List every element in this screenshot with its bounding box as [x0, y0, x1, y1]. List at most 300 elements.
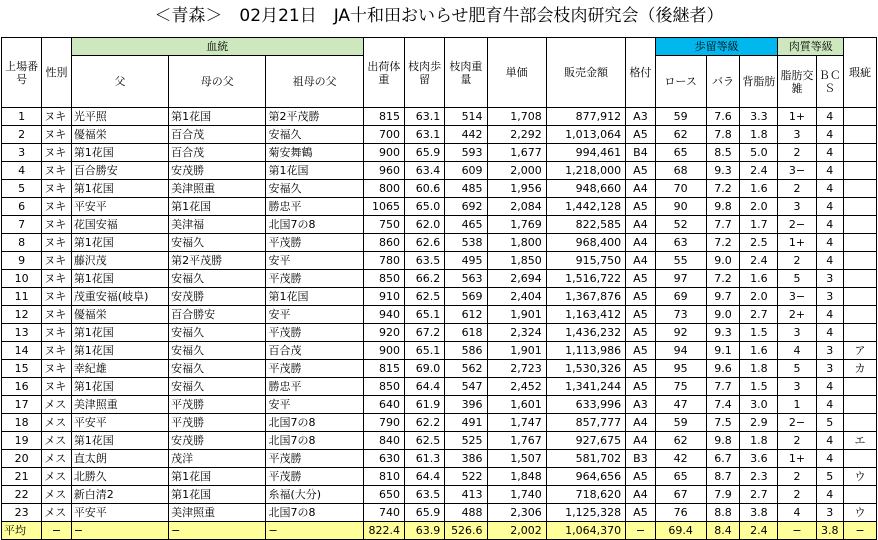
- table-cell: 安福久: [169, 360, 266, 378]
- average-cell: 2.4: [740, 522, 778, 540]
- table-cell: 692: [445, 198, 487, 216]
- table-row: [2, 324, 877, 342]
- table-cell: [844, 396, 877, 414]
- table-cell: [844, 126, 877, 144]
- table-cell: 1,125,328: [546, 504, 625, 522]
- table-cell: 優福栄: [71, 126, 168, 144]
- table-row: [2, 504, 877, 522]
- table-cell: 8.7: [706, 468, 740, 486]
- table-row: [2, 108, 877, 126]
- table-cell: 640: [363, 396, 404, 414]
- table-cell: 547: [445, 378, 487, 396]
- table-cell: 73: [655, 306, 706, 324]
- table-cell: 平茂勝: [266, 450, 363, 468]
- table-cell: 4: [816, 450, 844, 468]
- table-cell: 安平: [266, 306, 363, 324]
- table-cell: A4: [626, 432, 656, 450]
- table-cell: ヌキ: [42, 126, 72, 144]
- table-cell: [844, 180, 877, 198]
- table-cell: メス: [42, 504, 72, 522]
- table-cell: ヌキ: [42, 360, 72, 378]
- table-cell: 7.2: [706, 180, 740, 198]
- table-cell: 11: [2, 288, 42, 306]
- table-cell: 3: [816, 270, 844, 288]
- table-cell: 442: [445, 126, 487, 144]
- table-cell: ウ: [844, 468, 877, 486]
- table-cell: [844, 414, 877, 432]
- table-cell: 2,723: [487, 360, 546, 378]
- table-cell: 65.1: [405, 342, 445, 360]
- average-cell: −: [169, 522, 266, 540]
- table-cell: 平茂勝: [266, 270, 363, 288]
- table-cell: 850: [363, 270, 404, 288]
- header-no: 上場番号: [2, 38, 42, 108]
- table-cell: 465: [445, 216, 487, 234]
- table-cell: 7.2: [706, 270, 740, 288]
- table-cell: 百合勝安: [71, 162, 168, 180]
- table-cell: 百合茂: [169, 126, 266, 144]
- table-cell: 1.7: [740, 216, 778, 234]
- table-cell: 70: [655, 180, 706, 198]
- table-cell: 1.6: [740, 180, 778, 198]
- table-cell: 勝忠平: [266, 198, 363, 216]
- table-cell: 23: [2, 504, 42, 522]
- table-cell: 安福久: [266, 180, 363, 198]
- table-cell: 第1花国: [71, 432, 168, 450]
- table-cell: 1,442,128: [546, 198, 625, 216]
- table-cell: 63.1: [405, 108, 445, 126]
- table-cell: 55: [655, 252, 706, 270]
- table-cell: 4: [816, 198, 844, 216]
- table-cell: 4: [816, 108, 844, 126]
- table-cell: 948,660: [546, 180, 625, 198]
- table-cell: 北国7の8: [266, 414, 363, 432]
- table-cell: 2: [778, 432, 816, 450]
- table-cell: 3: [816, 342, 844, 360]
- table-cell: 美津照重: [169, 504, 266, 522]
- table-cell: 1,901: [487, 342, 546, 360]
- table-cell: [844, 108, 877, 126]
- table-cell: 百合茂: [266, 342, 363, 360]
- table-cell: 15: [2, 360, 42, 378]
- table-row: [2, 432, 877, 450]
- table-cell: ヌキ: [42, 180, 72, 198]
- table-cell: 1,507: [487, 450, 546, 468]
- table-cell: 563: [445, 270, 487, 288]
- table-cell: エ: [844, 432, 877, 450]
- table-cell: A3: [626, 108, 656, 126]
- table-cell: 4: [816, 162, 844, 180]
- table-cell: メス: [42, 414, 72, 432]
- table-cell: 2: [778, 180, 816, 198]
- average-cell: −: [844, 522, 877, 540]
- table-cell: 65.1: [405, 306, 445, 324]
- table-cell: 第1花国: [71, 342, 168, 360]
- table-cell: 光平照: [71, 108, 168, 126]
- average-cell: 526.6: [445, 522, 487, 540]
- table-cell: 3−: [778, 162, 816, 180]
- table-cell: 964,656: [546, 468, 625, 486]
- table-cell: 8.5: [706, 144, 740, 162]
- table-cell: 糸福(大分): [266, 486, 363, 504]
- table-cell: A4: [626, 486, 656, 504]
- table-cell: 67: [655, 486, 706, 504]
- table-cell: A5: [626, 126, 656, 144]
- table-cell: A5: [626, 306, 656, 324]
- table-cell: 618: [445, 324, 487, 342]
- table-cell: 2.0: [740, 198, 778, 216]
- table-cell: 90: [655, 198, 706, 216]
- table-cell: メス: [42, 396, 72, 414]
- table-cell: 67.2: [405, 324, 445, 342]
- table-cell: 第2平茂勝: [266, 108, 363, 126]
- header-defect: 瑕疵: [844, 38, 877, 108]
- table-cell: 3: [816, 360, 844, 378]
- table-cell: 1,956: [487, 180, 546, 198]
- average-cell: 2,002: [487, 522, 546, 540]
- table-cell: ヌキ: [42, 144, 72, 162]
- header-rib: バラ: [706, 56, 740, 108]
- table-cell: 62: [655, 126, 706, 144]
- table-cell: 平茂勝: [266, 468, 363, 486]
- table-cell: A4: [626, 234, 656, 252]
- table-cell: [844, 288, 877, 306]
- table-cell: A5: [626, 198, 656, 216]
- table-cell: 4: [816, 324, 844, 342]
- table-cell: 593: [445, 144, 487, 162]
- table-cell: 安平: [266, 252, 363, 270]
- table-cell: 877,912: [546, 108, 625, 126]
- table-cell: 9.6: [706, 360, 740, 378]
- table-cell: 美津照重: [71, 396, 168, 414]
- table-cell: 安福久: [169, 378, 266, 396]
- table-cell: 9.8: [706, 432, 740, 450]
- table-row: [2, 234, 877, 252]
- table-cell: [844, 252, 877, 270]
- header-back-fat: 背脂肪: [740, 56, 778, 108]
- table-cell: 900: [363, 342, 404, 360]
- table-cell: 第1花国: [71, 378, 168, 396]
- table-cell: 1+: [778, 450, 816, 468]
- table-cell: 9.0: [706, 306, 740, 324]
- table-cell: 菊安舞鶴: [266, 144, 363, 162]
- table-cell: A5: [626, 162, 656, 180]
- table-cell: 396: [445, 396, 487, 414]
- table-cell: 7.2: [706, 234, 740, 252]
- table-cell: [844, 198, 877, 216]
- table-cell: 1,747: [487, 414, 546, 432]
- table-cell: B4: [626, 144, 656, 162]
- table-cell: 2: [778, 486, 816, 504]
- table-cell: 63.5: [405, 486, 445, 504]
- table-cell: 花国安福: [71, 216, 168, 234]
- table-cell: 940: [363, 306, 404, 324]
- table-cell: ヌキ: [42, 288, 72, 306]
- table-cell: 65: [655, 468, 706, 486]
- table-cell: 美津照重: [169, 180, 266, 198]
- table-cell: 1: [2, 108, 42, 126]
- table-cell: A5: [626, 270, 656, 288]
- table-row: [2, 180, 877, 198]
- header-shipping-weight: 出荷体重: [363, 38, 404, 108]
- header-rib-eye: ロース: [655, 56, 706, 108]
- table-cell: 4: [816, 432, 844, 450]
- table-cell: 650: [363, 486, 404, 504]
- carcass-results-table: [1, 37, 877, 540]
- table-cell: 安茂勝: [169, 288, 266, 306]
- table-cell: 1,436,232: [546, 324, 625, 342]
- table-cell: 538: [445, 234, 487, 252]
- table-cell: 8: [2, 234, 42, 252]
- table-cell: 14: [2, 342, 42, 360]
- table-row: [2, 468, 877, 486]
- table-cell: 63: [655, 234, 706, 252]
- table-cell: 65.9: [405, 144, 445, 162]
- table-cell: 2.4: [740, 252, 778, 270]
- table-cell: 61.9: [405, 396, 445, 414]
- table-cell: 茂重安福(岐阜): [71, 288, 168, 306]
- table-cell: 3: [2, 144, 42, 162]
- table-cell: 百合勝安: [169, 306, 266, 324]
- table-cell: 北国7の8: [266, 504, 363, 522]
- table-cell: 62.0: [405, 216, 445, 234]
- table-cell: 514: [445, 108, 487, 126]
- table-cell: ヌキ: [42, 324, 72, 342]
- header-quality-grade: 肉質等級: [778, 38, 844, 56]
- table-cell: 581,702: [546, 450, 625, 468]
- table-cell: A3: [626, 396, 656, 414]
- table-cell: 1+: [778, 234, 816, 252]
- table-cell: 2,452: [487, 378, 546, 396]
- table-cell: 13: [2, 324, 42, 342]
- table-row: [2, 342, 877, 360]
- table-cell: 北国7の8: [266, 216, 363, 234]
- table-cell: [844, 450, 877, 468]
- table-cell: 第1花国: [266, 162, 363, 180]
- table-cell: 1,601: [487, 396, 546, 414]
- table-cell: 幸紀雄: [71, 360, 168, 378]
- table-cell: 740: [363, 504, 404, 522]
- table-cell: 第1花国: [266, 288, 363, 306]
- table-cell: 7.7: [706, 378, 740, 396]
- table-cell: 64.4: [405, 468, 445, 486]
- table-cell: 64.4: [405, 378, 445, 396]
- table-cell: 2: [778, 252, 816, 270]
- table-cell: 65: [655, 144, 706, 162]
- table-cell: 66.2: [405, 270, 445, 288]
- table-cell: 安福久: [169, 234, 266, 252]
- table-cell: 9.7: [706, 288, 740, 306]
- table-cell: 安福久: [169, 270, 266, 288]
- average-cell: −: [626, 522, 656, 540]
- table-cell: ヌキ: [42, 306, 72, 324]
- table-cell: 安福久: [169, 342, 266, 360]
- average-cell: 3.8: [816, 522, 844, 540]
- table-cell: 42: [655, 450, 706, 468]
- table-cell: 百合茂: [169, 144, 266, 162]
- table-cell: 3: [778, 198, 816, 216]
- table-cell: 69.0: [405, 360, 445, 378]
- table-row: [2, 162, 877, 180]
- table-cell: ヌキ: [42, 162, 72, 180]
- table-cell: 3.3: [740, 108, 778, 126]
- table-cell: 47: [655, 396, 706, 414]
- average-cell: −: [778, 522, 816, 540]
- table-cell: [844, 486, 877, 504]
- average-label: 平均: [2, 522, 42, 540]
- header-carcass-weight: 枝肉重量: [445, 38, 487, 108]
- table-cell: 63.5: [405, 252, 445, 270]
- table-cell: 860: [363, 234, 404, 252]
- table-cell: 1,708: [487, 108, 546, 126]
- table-cell: 1,800: [487, 234, 546, 252]
- table-cell: 17: [2, 396, 42, 414]
- table-cell: 第2平茂勝: [169, 252, 266, 270]
- table-cell: [844, 378, 877, 396]
- table-cell: 18: [2, 414, 42, 432]
- table-cell: 安福久: [169, 324, 266, 342]
- table-cell: 1.8: [740, 432, 778, 450]
- table-cell: 4: [816, 180, 844, 198]
- table-cell: 525: [445, 432, 487, 450]
- table-cell: 第1花国: [71, 234, 168, 252]
- table-row: [2, 360, 877, 378]
- table-cell: 第1花国: [71, 180, 168, 198]
- table-cell: 4: [816, 378, 844, 396]
- table-cell: 3.8: [740, 504, 778, 522]
- table-cell: メス: [42, 450, 72, 468]
- table-cell: 4: [816, 396, 844, 414]
- table-cell: 569: [445, 288, 487, 306]
- table-cell: 直太朗: [71, 450, 168, 468]
- table-cell: 20: [2, 450, 42, 468]
- table-cell: 7.6: [706, 108, 740, 126]
- table-cell: 3−: [778, 288, 816, 306]
- table-cell: 藤沢茂: [71, 252, 168, 270]
- table-row: [2, 450, 877, 468]
- table-cell: 21: [2, 468, 42, 486]
- table-body: [2, 108, 877, 540]
- table-cell: 1,901: [487, 306, 546, 324]
- header-grandmothers-father: 祖母の父: [266, 56, 363, 108]
- table-cell: 4: [816, 252, 844, 270]
- table-row: [2, 414, 877, 432]
- table-cell: 2,324: [487, 324, 546, 342]
- table-cell: 7.7: [706, 216, 740, 234]
- table-cell: 97: [655, 270, 706, 288]
- table-cell: 59: [655, 414, 706, 432]
- table-cell: 安福久: [266, 126, 363, 144]
- table-row: [2, 306, 877, 324]
- table-cell: ヌキ: [42, 234, 72, 252]
- table-cell: A4: [626, 216, 656, 234]
- table-cell: ヌキ: [42, 378, 72, 396]
- table-cell: 52: [655, 216, 706, 234]
- table-cell: 2.9: [740, 414, 778, 432]
- table-cell: 750: [363, 216, 404, 234]
- table-cell: 822,585: [546, 216, 625, 234]
- table-cell: 第1花国: [169, 108, 266, 126]
- table-cell: 900: [363, 144, 404, 162]
- table-cell: A5: [626, 504, 656, 522]
- table-cell: 4: [778, 504, 816, 522]
- table-cell: [844, 162, 877, 180]
- header-carcass-yield: 枝肉歩留: [405, 38, 445, 108]
- table-row: [2, 198, 877, 216]
- table-cell: 5: [816, 414, 844, 432]
- table-cell: 新白清2: [71, 486, 168, 504]
- table-cell: 1,530,326: [546, 360, 625, 378]
- table-cell: 485: [445, 180, 487, 198]
- table-cell: 63.1: [405, 126, 445, 144]
- table-cell: 968,400: [546, 234, 625, 252]
- table-cell: 75: [655, 378, 706, 396]
- table-cell: 3: [778, 324, 816, 342]
- table-cell: 1+: [778, 108, 816, 126]
- average-cell: 1,064,370: [546, 522, 625, 540]
- table-cell: 4: [816, 234, 844, 252]
- table-cell: A5: [626, 342, 656, 360]
- header-father: 父: [71, 56, 168, 108]
- table-cell: 960: [363, 162, 404, 180]
- table-cell: 10: [2, 270, 42, 288]
- table-cell: 3: [778, 378, 816, 396]
- table-cell: 94: [655, 342, 706, 360]
- table-cell: 62.2: [405, 414, 445, 432]
- table-row: [2, 216, 877, 234]
- table-cell: 平茂勝: [169, 396, 266, 414]
- table-cell: 1.8: [740, 360, 778, 378]
- table-cell: 633,996: [546, 396, 625, 414]
- table-cell: 3: [816, 288, 844, 306]
- table-cell: 62.5: [405, 288, 445, 306]
- table-cell: ヌキ: [42, 270, 72, 288]
- table-cell: 1,516,722: [546, 270, 625, 288]
- table-cell: 7.4: [706, 396, 740, 414]
- table-cell: 9.3: [706, 162, 740, 180]
- table-cell: 平安平: [71, 504, 168, 522]
- table-cell: 65.0: [405, 198, 445, 216]
- table-cell: 5: [778, 360, 816, 378]
- table-cell: ア: [844, 342, 877, 360]
- table-cell: ヌキ: [42, 198, 72, 216]
- table-cell: 562: [445, 360, 487, 378]
- table-cell: 700: [363, 126, 404, 144]
- table-cell: 62.5: [405, 432, 445, 450]
- table-cell: [844, 324, 877, 342]
- table-cell: 1,848: [487, 468, 546, 486]
- table-cell: 2,292: [487, 126, 546, 144]
- table-cell: 2−: [778, 216, 816, 234]
- table-cell: 386: [445, 450, 487, 468]
- table-cell: 安平: [266, 396, 363, 414]
- table-cell: 4: [778, 342, 816, 360]
- table-cell: 413: [445, 486, 487, 504]
- table-cell: 1.5: [740, 324, 778, 342]
- table-cell: 4: [816, 486, 844, 504]
- table-cell: 857,777: [546, 414, 625, 432]
- table-cell: 920: [363, 324, 404, 342]
- table-cell: 安茂勝: [169, 432, 266, 450]
- table-cell: 茂洋: [169, 450, 266, 468]
- table-cell: 2.7: [740, 306, 778, 324]
- table-cell: 平茂勝: [266, 324, 363, 342]
- table-cell: 1,013,064: [546, 126, 625, 144]
- table-cell: 800: [363, 180, 404, 198]
- table-cell: 平茂勝: [266, 234, 363, 252]
- table-cell: 59: [655, 108, 706, 126]
- table-cell: 1.6: [740, 342, 778, 360]
